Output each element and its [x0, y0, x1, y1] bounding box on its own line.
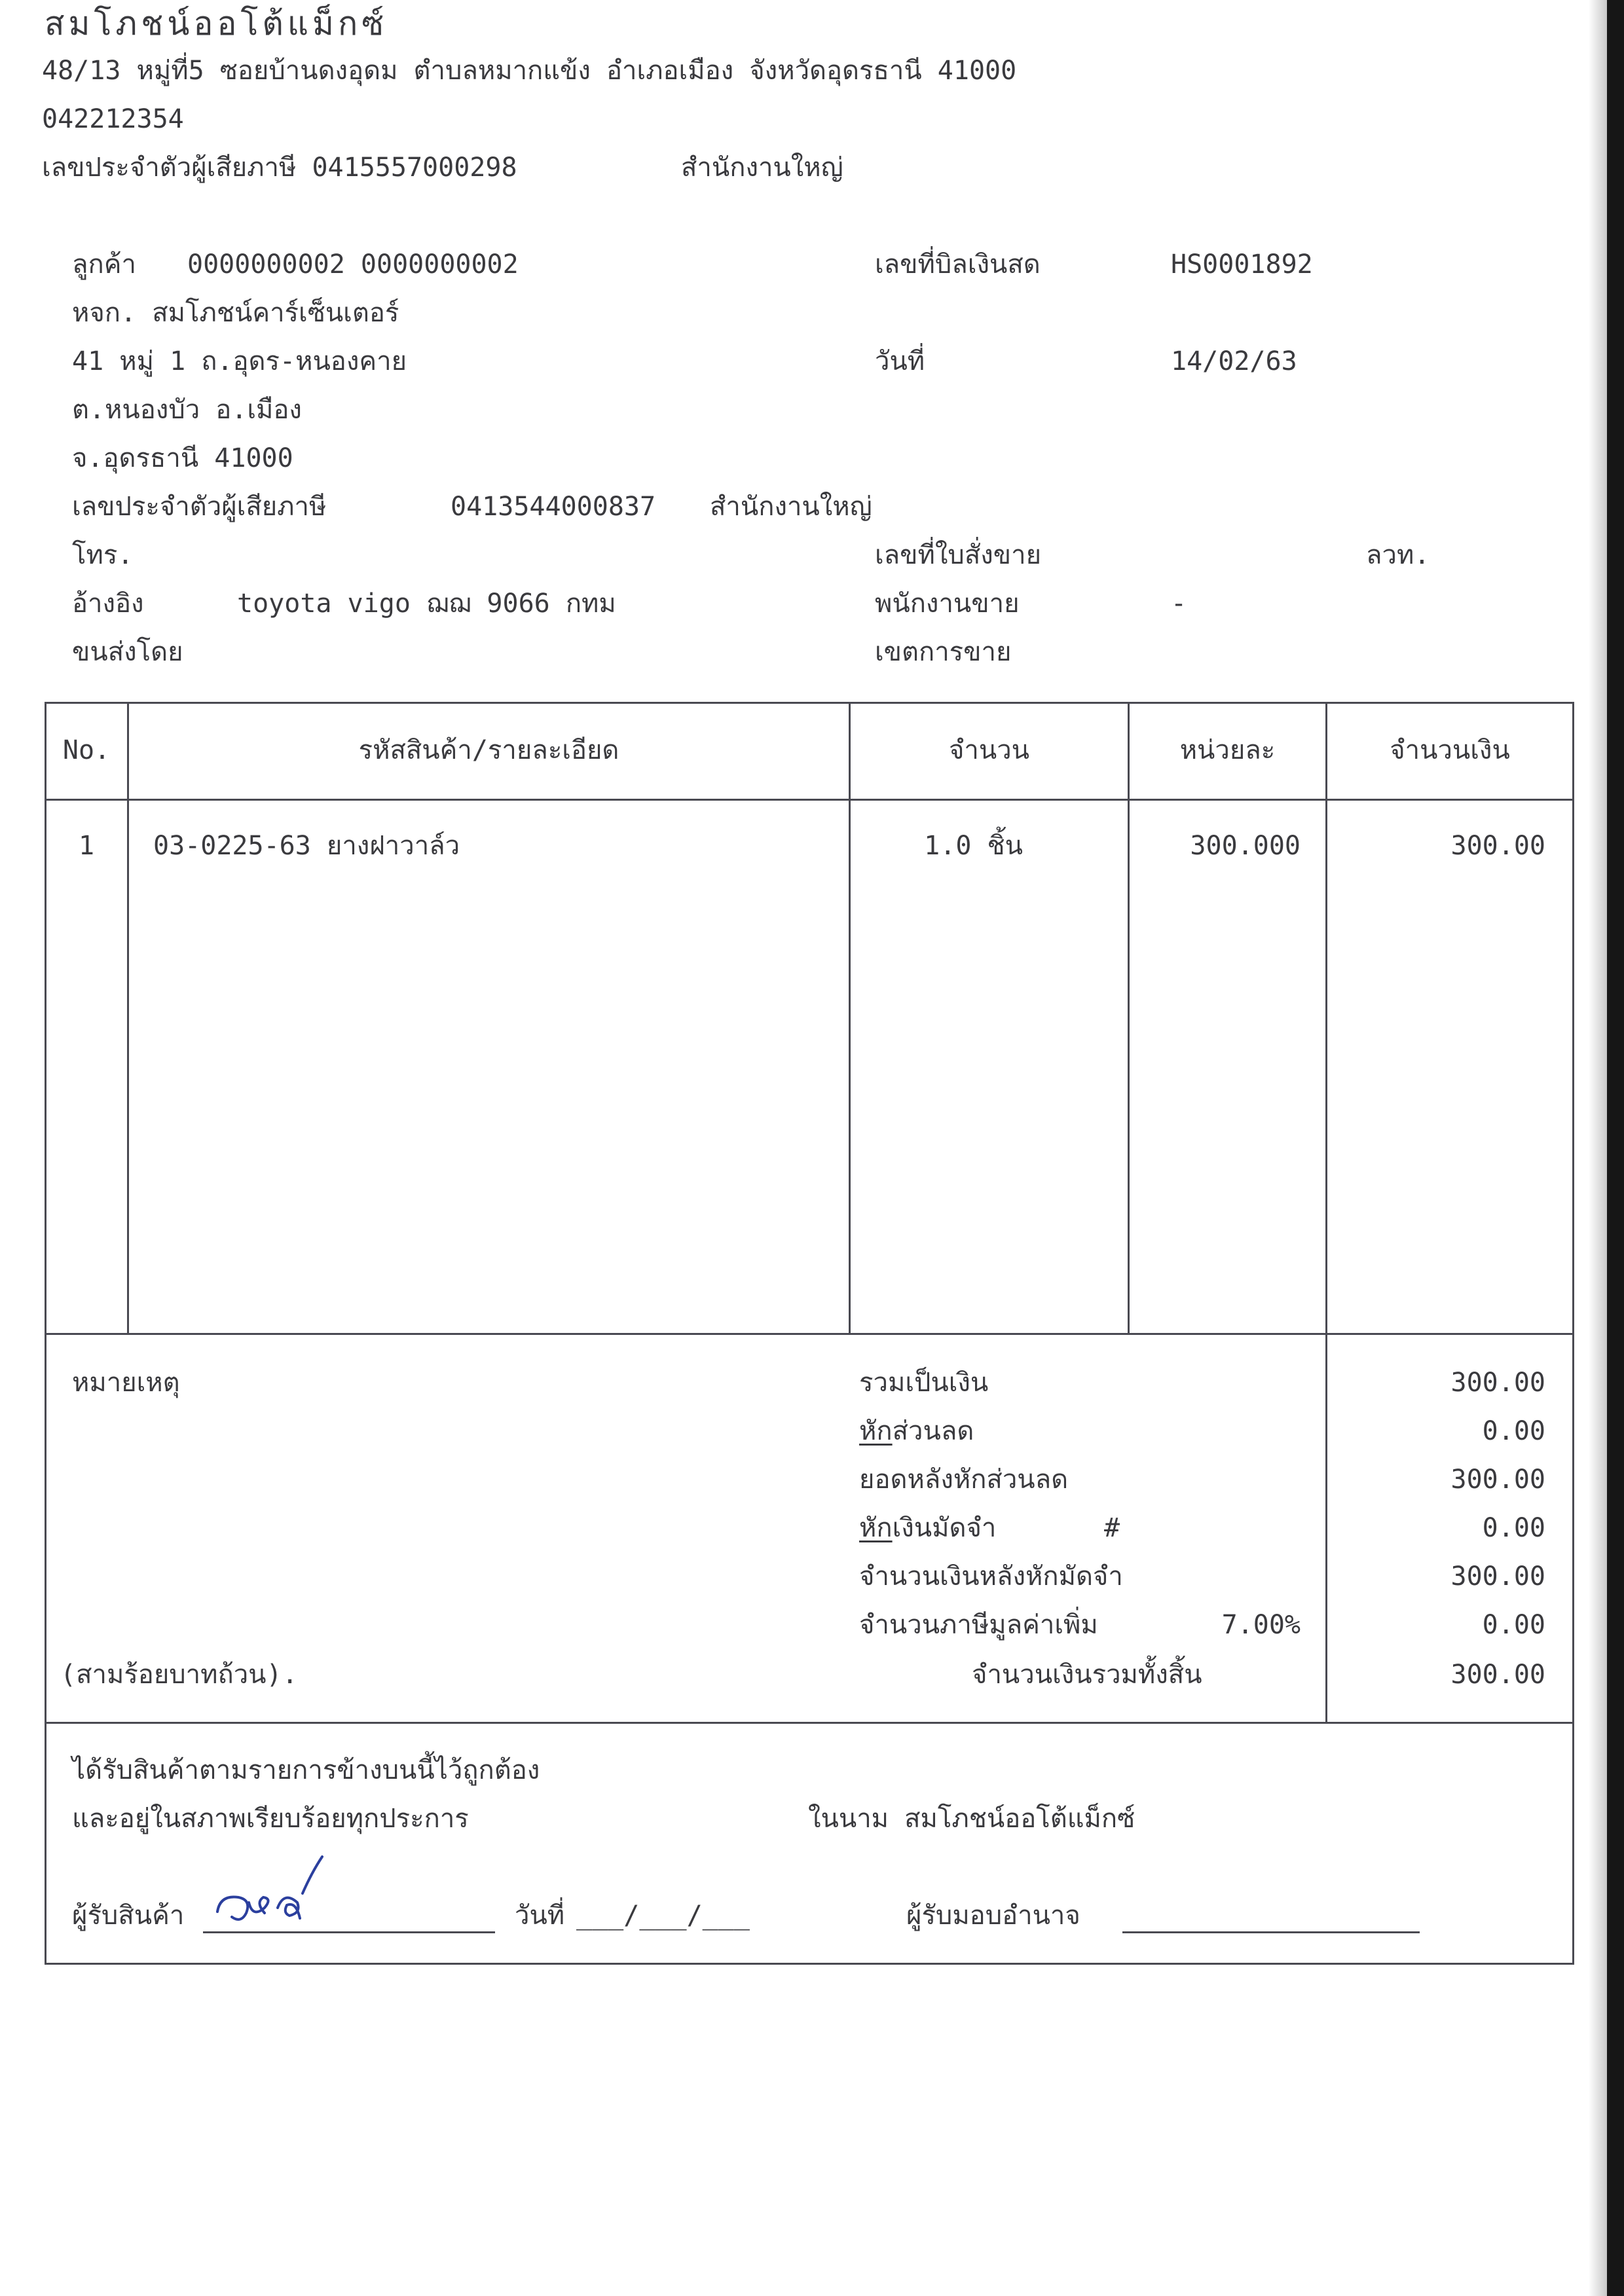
subtotal-value: 300.00 — [1450, 1368, 1545, 1398]
company-name: สมโภชน์ออโต้แม็กซ์ — [45, 5, 388, 43]
customer-tax-id: 0413544000837 — [451, 492, 656, 522]
bill-date-label: วันที่ — [875, 346, 925, 376]
customer-branch: สำนักงานใหญ่ — [710, 492, 872, 522]
bill-date-value: 14/02/63 — [1171, 346, 1297, 376]
receiver-signature — [210, 1840, 341, 1931]
company-phone: 042212354 — [42, 104, 184, 134]
deposit-label — [859, 1512, 996, 1544]
col-header-unit-price: หน่วยละ — [1179, 735, 1276, 765]
row-amount: 300.00 — [1450, 831, 1545, 861]
receiver-date-blank: ___/___/___ — [576, 1901, 750, 1931]
receiver-label: ผู้รับสินค้า — [72, 1901, 185, 1931]
sales-order-suffix: ลวท. — [1366, 540, 1430, 570]
customer-address-line3: จ.อุดรธานี 41000 — [72, 443, 293, 473]
customer-phone-label: โทร. — [72, 540, 134, 570]
remark-label: หมายเหตุ — [72, 1368, 180, 1398]
scan-edge-shadow — [1589, 0, 1607, 2296]
discount-value: 0.00 — [1482, 1416, 1545, 1446]
customer-address-line1: 41 หมู่ 1 ถ.อุดร-หนองคาย — [72, 346, 407, 376]
reference-label: อ้างอิง — [72, 589, 144, 619]
col-header-description: รหัสสินค้า/รายละเอียด — [358, 735, 619, 765]
sales-order-label: เลขที่ใบสั่งขาย — [875, 540, 1042, 570]
deposit-value: 0.00 — [1482, 1513, 1545, 1543]
sales-zone-label: เขตการขาย — [875, 637, 1012, 667]
bill-no-value: HS0001892 — [1171, 249, 1313, 280]
company-tax-id: เลขประจำตัวผู้เสียภาษี 0415557000298 — [42, 153, 517, 183]
col-header-quantity: จำนวน — [948, 735, 1030, 765]
authorized-label: ผู้รับมอบอำนาจ — [906, 1901, 1080, 1931]
row-no: 1 — [78, 831, 95, 861]
deposit-prefix: หัก — [859, 1513, 893, 1543]
after-deposit-value: 300.00 — [1450, 1561, 1545, 1592]
grand-total-value: 300.00 — [1450, 1660, 1545, 1690]
amount-in-words: (สามร้อยบาทถ้วน). — [60, 1660, 298, 1690]
subtotal-label: รวมเป็นเงิน — [859, 1368, 989, 1398]
salesperson-label: พนักงานขาย — [875, 589, 1020, 619]
row-unit-price: 300.000 — [1190, 831, 1301, 861]
customer-label: ลูกค้า — [72, 249, 136, 280]
receipt-confirmation-line2: และอยู่ในสภาพเรียบร้อยทุกประการ — [72, 1804, 469, 1834]
after-discount-label: ยอดหลังหักส่วนลด — [859, 1465, 1069, 1495]
deposit-hash: # — [1104, 1513, 1120, 1543]
after-discount-value: 300.00 — [1450, 1465, 1545, 1495]
vat-value: 0.00 — [1482, 1610, 1545, 1640]
salesperson-value: - — [1171, 589, 1187, 619]
vat-rate: 7.00% — [1221, 1610, 1301, 1640]
authorized-signature-line — [1122, 1905, 1420, 1933]
grand-total-label: จำนวนเงินรวมทั้งสิ้น — [972, 1660, 1202, 1690]
receipt-confirmation-line1: ได้รับสินค้าตามรายการข้างบนนี้ไว้ถูกต้อง — [72, 1755, 540, 1785]
col-header-amount: จำนวนเงิน — [1390, 735, 1510, 765]
bill-no-label: เลขที่บิลเงินสด — [875, 249, 1041, 280]
customer-address-line2: ต.หนองบัว อ.เมือง — [72, 395, 302, 425]
scan-edge — [1607, 0, 1624, 2296]
customer-codes: 0000000002 0000000002 — [187, 249, 519, 280]
discount-label — [859, 1415, 974, 1447]
company-address: 48/13 หมู่ที่5 ซอยบ้านดงอุดม ตำบลหมากแข้ง อำเภอเมือง จังหวัดอุดรธานี 41000 — [42, 56, 1017, 86]
shipping-label: ขนส่งโดย — [72, 637, 183, 667]
customer-name: หจก. สมโภชน์คาร์เซ็นเตอร์ — [72, 298, 399, 328]
on-behalf-of: ในนาม สมโภชน์ออโต้แม็กซ์ — [808, 1804, 1135, 1834]
customer-tax-label: เลขประจำตัวผู้เสียภาษี — [72, 492, 327, 522]
row-description: 03-0225-63 ยางฝาวาล์ว — [153, 831, 460, 861]
discount-suffix: ส่วนลด — [892, 1416, 974, 1446]
reference-value: toyota vigo ฌฌ 9066 กทม — [237, 589, 616, 619]
row-quantity: 1.0 ชิ้น — [924, 831, 1023, 861]
company-branch: สำนักงานใหญ่ — [681, 153, 843, 183]
deposit-suffix: เงินมัดจำ — [892, 1513, 997, 1543]
after-deposit-label: จำนวนเงินหลังหักมัดจำ — [859, 1561, 1123, 1592]
vat-label: จำนวนภาษีมูลค่าเพิ่ม — [859, 1610, 1098, 1640]
col-header-no: No. — [62, 735, 111, 765]
discount-prefix: หัก — [859, 1416, 893, 1446]
receiver-date-label: วันที่ — [515, 1901, 565, 1931]
